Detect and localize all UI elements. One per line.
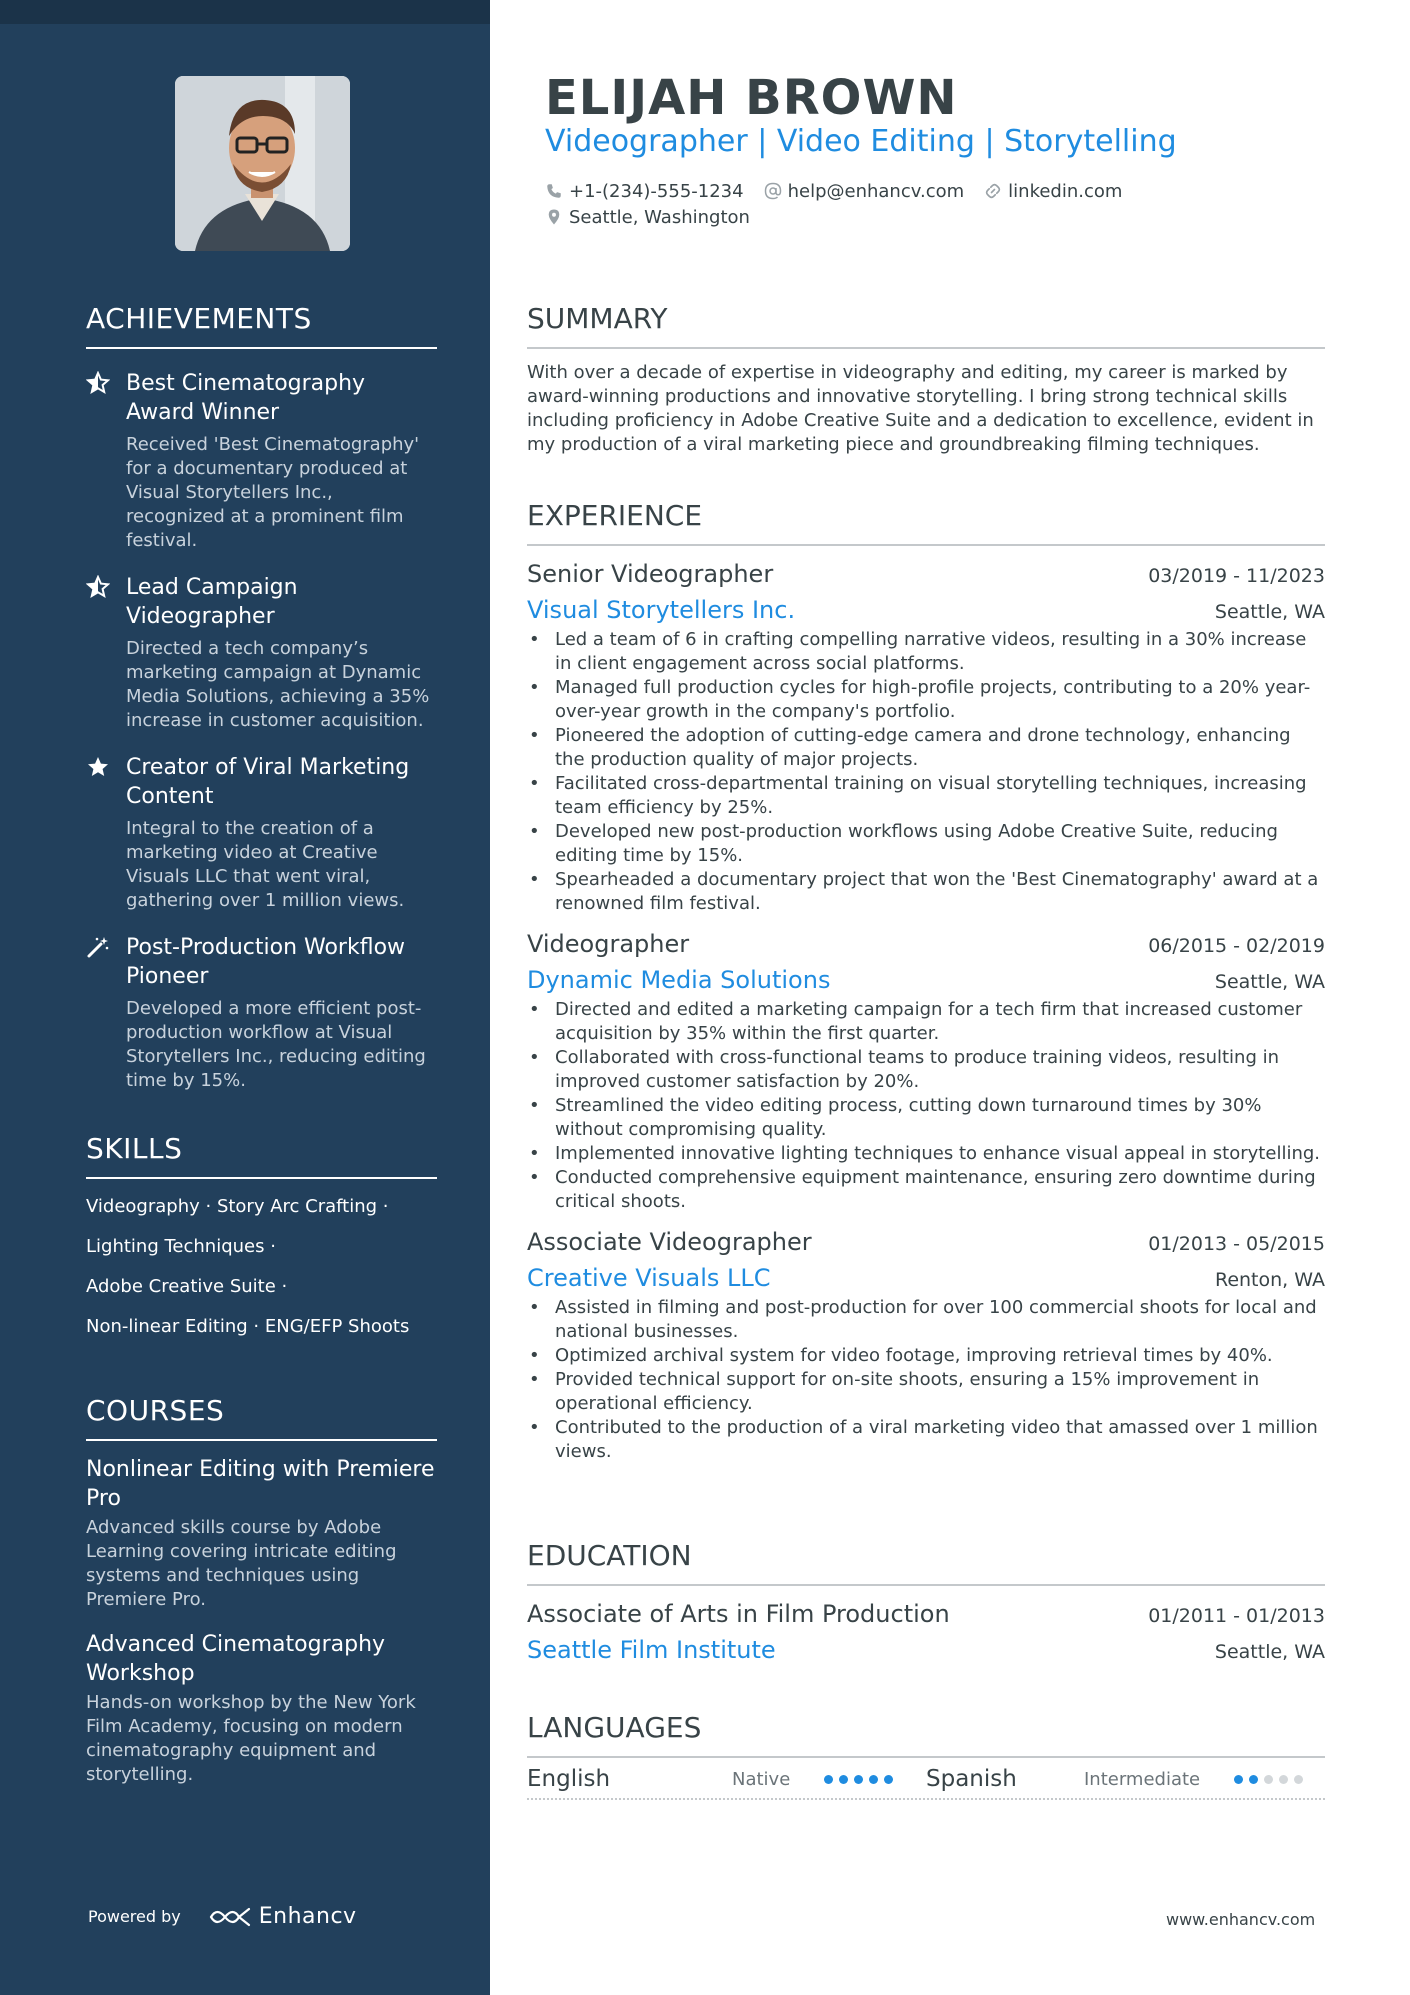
star-half-icon (86, 573, 126, 733)
list-item: • Led a team of 6 in crafting compelling narrative videos, resulting in a 30% increase in client engagement across social platforms. (527, 628, 1325, 676)
skill-row: Non-linear Editing · ENG/EFP Shoots (86, 1316, 410, 1337)
achievement-desc: Developed a more efficient post-production workflow at Visual Storytellers Inc., reducing editing time by 15%. (126, 998, 426, 1091)
footer-url[interactable]: www.enhancv.com (1166, 1910, 1316, 1929)
job-role: Associate Videographer (527, 1228, 812, 1256)
magic-wand-icon (86, 933, 126, 1093)
list-item: • Assisted in filming and post-production for over 100 commercial shoots for local and national businesses. (527, 1296, 1325, 1344)
rating-dot (869, 1775, 878, 1784)
powered-by-label: Powered by (88, 1907, 181, 1926)
list-item: • Provided technical support for on-site shoots, ensuring a 15% improvement in operational efficiency. (527, 1368, 1325, 1416)
rating-dot (824, 1775, 833, 1784)
list-item: • Managed full production cycles for high-profile projects, contributing to a 20% year-over-year growth in the company's portfolio. (527, 676, 1325, 724)
job-bullets (527, 628, 1325, 916)
education-location: Seattle, WA (1214, 1641, 1325, 1663)
rating-dot (839, 1775, 848, 1784)
experience-title: EXPERIENCE (527, 499, 1325, 546)
languages-row (527, 1766, 1325, 1800)
job-entry (527, 1228, 1325, 1464)
job-dates: 06/2015 - 02/2019 (1148, 935, 1325, 957)
languages-title: LANGUAGES (527, 1711, 1325, 1758)
rating-dot (1264, 1775, 1273, 1784)
skills-list (86, 1191, 437, 1351)
course-desc: Hands-on workshop by the New York Film Academy, focusing on modern cinematography equipment and storytelling. (86, 1692, 416, 1785)
list-item: • Directed and edited a marketing campaign for a tech firm that increased customer acquisition by 35% within the first quarter. (527, 998, 1325, 1046)
course-desc: Advanced skills course by Adobe Learning covering intricate editing systems and techniques using Premiere Pro. (86, 1517, 397, 1610)
skill-row: Lighting Techniques · (86, 1236, 276, 1257)
languages-section (527, 1711, 1325, 1800)
job-role: Senior Videographer (527, 560, 774, 588)
job-company: Visual Storytellers Inc. (527, 596, 796, 624)
skill-row: Adobe Creative Suite · (86, 1276, 288, 1297)
list-item: • Streamlined the video editing process, cutting down turnaround times by 30% without compromising quality. (527, 1094, 1325, 1142)
rating-dot (1294, 1775, 1303, 1784)
job-bullets (527, 998, 1325, 1214)
rating-dot (884, 1775, 893, 1784)
list-item: • Implemented innovative lighting techniques to enhance visual appeal in storytelling. (527, 1142, 1325, 1166)
language-rating (824, 1775, 893, 1784)
education-entry (527, 1600, 1325, 1664)
job-location: Seattle, WA (1214, 601, 1325, 623)
education-dates: 01/2011 - 01/2013 (1148, 1605, 1325, 1627)
achievement-item (86, 933, 437, 1093)
phone-icon (545, 182, 563, 200)
list-item: • Pioneered the adoption of cutting-edge camera and drone technology, enhancing the production quality of major projects. (527, 724, 1325, 772)
star-icon (86, 753, 126, 913)
language-rating (1234, 1775, 1303, 1784)
skills-section (86, 1132, 437, 1351)
achievement-item (86, 753, 437, 913)
list-item: • Facilitated cross-departmental training on visual storytelling techniques, increasing team efficiency by 25%. (527, 772, 1325, 820)
achievement-desc: Received 'Best Cinematography' for a documentary produced at Visual Storytellers Inc., recognized at a prominent film festival. (126, 434, 420, 551)
language-level: Intermediate (1084, 1768, 1201, 1790)
achievements-title: ACHIEVEMENTS (86, 302, 437, 349)
summary-title: SUMMARY (527, 302, 1325, 349)
language-item (527, 1766, 926, 1792)
achievement-title: Lead Campaign Videographer (126, 575, 298, 629)
list-item: • Spearheaded a documentary project that won the 'Best Cinematography' award at a renowned film festival. (527, 868, 1325, 916)
headline: Videographer | Video Editing | Storytelling (545, 124, 1177, 159)
list-item: • Conducted comprehensive equipment maintenance, ensuring zero downtime during critical shoots. (527, 1166, 1325, 1214)
achievement-title: Best Cinematography Award Winner (126, 371, 366, 425)
experience-section (527, 499, 1325, 1464)
language-name: English (527, 1766, 611, 1792)
language-name: Spanish (926, 1766, 1017, 1792)
job-entry (527, 560, 1325, 916)
skill-row: Videography · Story Arc Crafting · (86, 1196, 389, 1217)
achievement-title: Creator of Viral Marketing Content (126, 755, 410, 809)
link-icon (984, 182, 1002, 200)
courses-title: COURSES (86, 1394, 437, 1441)
profile-photo (175, 76, 350, 251)
achievement-title: Post-Production Workflow Pioneer (126, 935, 406, 989)
summary-text: With over a decade of expertise in videography and editing, my career is marked by award-winning productions and innovative storytelling. I bring strong technical skills including proficiency in Adobe Creative Suite and a dedication to excellence, evident in my production of a viral marketing piece and groundbreaking filming techniques. (527, 362, 1314, 455)
achievement-desc: Directed a tech company’s marketing campaign at Dynamic Media Solutions, achieving a 35% increase in customer acquisition. (126, 638, 430, 731)
language-level: Native (732, 1768, 791, 1790)
job-location: Renton, WA (1214, 1269, 1325, 1291)
education-title: EDUCATION (527, 1539, 1325, 1586)
list-item: • Optimized archival system for video footage, improving retrieval times by 40%. (527, 1344, 1325, 1368)
summary-section (527, 302, 1325, 457)
job-entry (527, 930, 1325, 1214)
achievements-section (86, 302, 437, 1093)
rating-dot (1249, 1775, 1258, 1784)
courses-section (86, 1394, 437, 1787)
location-contact (545, 207, 750, 228)
skills-title: SKILLS (86, 1132, 437, 1179)
sidebar-top-strip (0, 0, 490, 24)
website-text: linkedin.com (1008, 180, 1123, 202)
rating-dot (1279, 1775, 1288, 1784)
job-location: Seattle, WA (1214, 971, 1325, 993)
achievement-item (86, 573, 437, 733)
list-item: • Contributed to the production of a viral marketing video that amassed over 1 million views. (527, 1416, 1325, 1464)
achievement-item (86, 369, 437, 553)
job-role: Videographer (527, 930, 690, 958)
location-text: Seattle, Washington (569, 206, 750, 228)
education-degree: Associate of Arts in Film Production (527, 1600, 950, 1628)
powered-by (88, 1904, 357, 1929)
website-contact[interactable] (984, 181, 1122, 202)
course-title: Nonlinear Editing with Premiere Pro (86, 1457, 435, 1511)
phone-text: +1-(234)-555-1234 (569, 180, 744, 202)
sidebar (0, 0, 490, 1995)
job-dates: 01/2013 - 05/2015 (1148, 1233, 1325, 1255)
at-icon (764, 182, 782, 200)
list-item: • Developed new post-production workflows using Adobe Creative Suite, reducing editing time by 15%. (527, 820, 1325, 868)
contact-info (545, 178, 1142, 230)
enhancv-logo-icon (207, 1905, 253, 1929)
email-contact[interactable] (764, 181, 965, 202)
language-item (926, 1766, 1325, 1792)
job-bullets (527, 1296, 1325, 1464)
enhancv-brand: Enhancv (258, 1904, 357, 1929)
rating-dot (1234, 1775, 1243, 1784)
course-title: Advanced Cinematography Workshop (86, 1632, 386, 1686)
course-item (86, 1630, 437, 1787)
education-section (527, 1539, 1325, 1664)
phone-contact[interactable] (545, 181, 744, 202)
rating-dot (854, 1775, 863, 1784)
email-text: help@enhancv.com (787, 180, 965, 202)
job-company: Dynamic Media Solutions (527, 966, 831, 994)
job-dates: 03/2019 - 11/2023 (1148, 565, 1325, 587)
achievement-desc: Integral to the creation of a marketing video at Creative Visuals LLC that went viral, gathering over 1 million views. (126, 818, 405, 911)
job-company: Creative Visuals LLC (527, 1264, 771, 1292)
candidate-name: ELIJAH BROWN (545, 70, 958, 126)
education-school: Seattle Film Institute (527, 1636, 776, 1664)
star-half-icon (86, 369, 126, 553)
location-pin-icon (545, 208, 563, 226)
enhancv-logo[interactable] (207, 1904, 357, 1929)
list-item: • Collaborated with cross-functional teams to produce training videos, resulting in improved customer satisfaction by 20%. (527, 1046, 1325, 1094)
course-item (86, 1455, 437, 1612)
